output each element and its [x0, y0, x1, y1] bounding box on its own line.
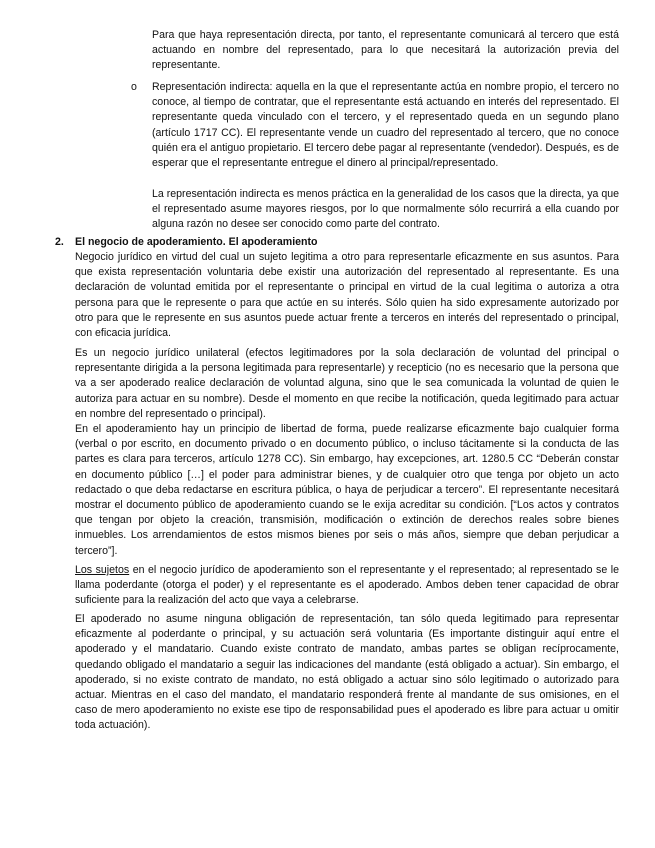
- paragraph-form-freedom: En el apoderamiento hay un principio de libertad de forma, puede realizarse eficazmente bajo cualquier forma (verbal o por escrito, en documento privado o en documento público, o incluso tácitamente si la conducta de las partes es clara para terceros, artículo 1278 CC). Sin embargo, hay excepciones, art. 1280.5 CC “Deberán constar en documento público […] el poder para administrar bienes, y de cualquier otro que tenga por objeto un acto redactado o que deba redactarse en escritura pública, o haya de perjudicar a tercero”. El representante necesitará mostrar el documento público de apoderamiento cuando se le exija acreditar su condición. [“Los actos y contratos que tengan por objeto la creación, transmisión, modificación o extinción de derechos reales sobre bienes inmuebles. Los arrendamientos de estos mismos bienes por seis o más años, siempre que deban perjudicar a tercero”].: [75, 423, 619, 557]
- paragraph-subjects: [75, 563, 619, 609]
- paragraph-definition: Negocio jurídico en virtud del cual un sujeto legitima a otro para representarle eficazmente en sus asuntos. Para que exista representación voluntaria debe existir una autorización del representado al representante. Es una declaración de voluntad emitida por el representante o principal en virtud de la cual legitima o autoriza a otra persona para que le represente o para que actúe en su interés. Sólo quien ha sido expresamente autorizado por otro para que le represente en sus asuntos puede actuar frente a terceros en interés del representado o principal, con eficacia jurídica.: [75, 251, 619, 340]
- intro-paragraph: Para que haya representación directa, por tanto, el representante comunicará al tercero que está actuando en nombre del representado, para lo que necesitará la autorización previa del representante.: [152, 29, 619, 72]
- indirect-representation-note: La representación indirecta es menos práctica en la generalidad de los casos que la directa, ya que el representado asume mayores riesgos, por lo que normalmente sólo recurrirá a ella cuando por alguna razón no desee ser conocido como parte del contrato.: [152, 188, 619, 231]
- paragraph-obligation: El apoderado no asume ninguna obligación de representación, tan sólo queda legitimado para representar eficazmente al poderdante o principal, y su actuación será voluntaria (Es importante distinguir aquí entre el apoderado y el mandatario. Cuando existe contrato de mandato, ambas partes se obligan recíprocamente, quedando obligado el mandatario a seguir las indicaciones del mandante (está obligado a actuar). Sin embargo, el apoderado, si no existe contrato de mandato, no está obligado a actuar sino sólo legitimado o autorizado para actuar. Mientras en el caso del mandato, el mandatario responderá frente al mandante de sus omisiones, en el caso de mero apoderamiento no existe ese tipo de responsabilidad pues el apoderado es libre para actuar u omitir toda actuación).: [75, 613, 619, 732]
- section-2-heading: [55, 235, 318, 250]
- section-2-title: El negocio de apoderamiento. El apoderamiento: [75, 236, 318, 248]
- subjects-underlined: Los sujetos: [75, 564, 130, 576]
- bullet-marker: o: [131, 81, 137, 93]
- bullet-indirect-text: Representación indirecta: aquella en la que el representante actúa en nombre propio, el tercero no conoce, al tiempo de contratar, que el representante está actuando en interés del representado. El representante queda vinculado con el tercero, y el representado queda en un segundo plano (artículo 1717 CC). El representante vende un cuadro del representado al tercero, que no conoce quién era el antiguo propietario. El tercero debe pagar al representante (vendedor). Después, es de esperar que el representante entregue el dinero al principal/representado.: [152, 81, 620, 170]
- subjects-rest: en el negocio jurídico de apoderamiento son el representante y el representado; al representado se le llama poderdante (otorga el poder) y el representante es el apoderado. Ambos deben tener capacidad de obrar suficiente para la realización del acto que vaya a celebrarse.: [75, 564, 619, 607]
- section-2-number: 2.: [55, 236, 64, 248]
- paragraph-unilateral: Es un negocio jurídico unilateral (efectos legitimadores por la sola declaración de voluntad del principal o representante dirigida a la persona legitimada para representarle) y recepticio (no es necesario que la persona que va a ser apoderado realice declaración de voluntad alguna, sino que le sea comunicada la voluntad de quien le autoriza para actuar en su nombre). Desde el momento en que recibe la notificación, queda legitimado para actuar en nombre del representado o principal).: [75, 347, 619, 420]
- bullet-indirect-representation: [131, 80, 619, 171]
